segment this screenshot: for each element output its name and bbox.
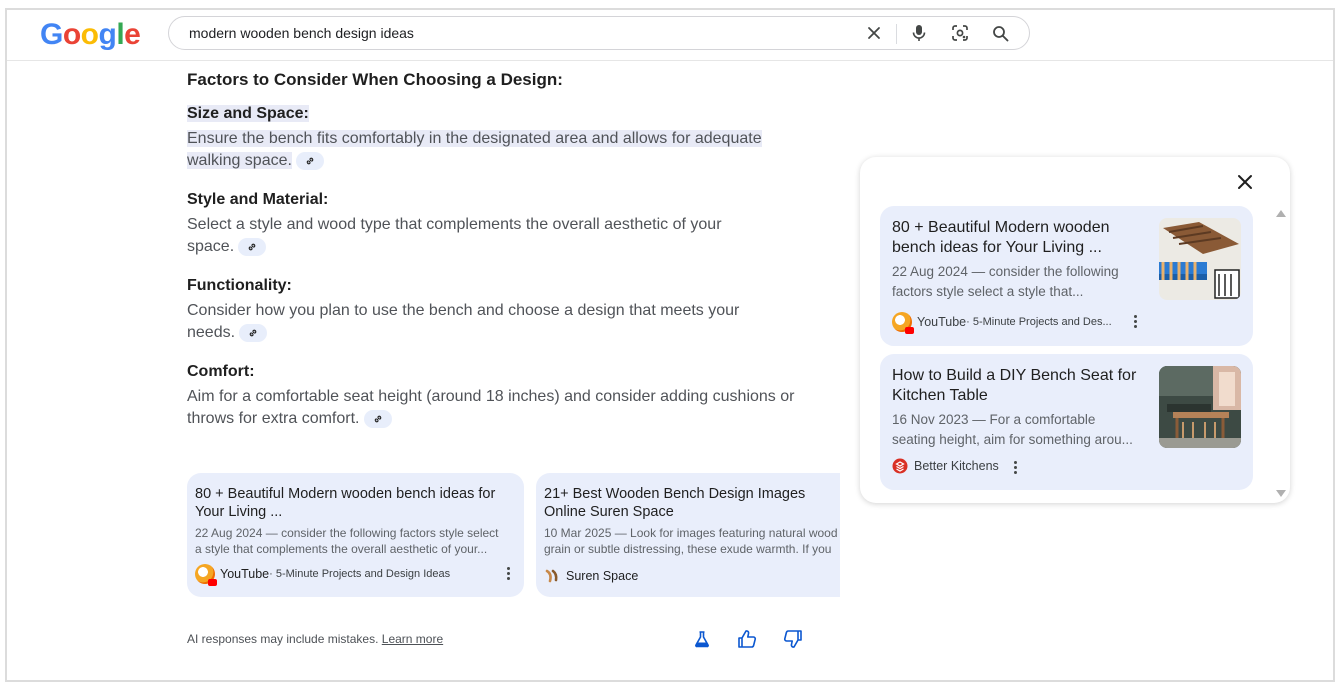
logo-letter: o: [80, 18, 99, 51]
section-style-material: [187, 191, 762, 258]
link-icon[interactable]: [364, 410, 392, 428]
section-title: Size and Space:: [187, 105, 309, 122]
logo-letter: G: [40, 18, 63, 51]
more-options-icon[interactable]: [1006, 458, 1024, 476]
source-channel: · 5-Minute Projects and Design Ideas: [269, 568, 451, 580]
section-size-space: [187, 105, 797, 172]
link-icon[interactable]: [239, 324, 267, 342]
section-comfort: [187, 363, 827, 430]
google-logo[interactable]: [40, 18, 140, 52]
close-icon[interactable]: [1232, 169, 1258, 195]
card-title: 21+ Best Wooden Bench Design Images Online Suren Space: [544, 486, 806, 520]
card-source: [892, 458, 999, 474]
card-title: 80 + Beautiful Modern wooden bench ideas for Your Living ...: [892, 219, 1110, 256]
thumbs-down-icon[interactable]: [780, 626, 806, 652]
more-options-icon[interactable]: [1126, 312, 1144, 330]
section-title: Style and Material:: [187, 191, 329, 208]
source-name: YouTube: [220, 567, 270, 581]
scroll-up-arrow-icon[interactable]: [1276, 210, 1286, 217]
source-channel: · 5-Minute Projects and Des...: [966, 316, 1112, 328]
snippet-line: grain or subtle distressing, these exude warmth. If you: [544, 542, 832, 556]
better-kitchens-favicon-icon: [892, 458, 908, 474]
card-source: [544, 568, 638, 584]
panel-source-card[interactable]: [880, 206, 1253, 346]
mic-icon[interactable]: [908, 22, 930, 44]
learn-more-link[interactable]: Learn more: [381, 632, 444, 646]
source-card[interactable]: [536, 473, 840, 597]
snippet-line: 22 Aug 2024 — consider the following: [892, 264, 1119, 279]
sources-panel: [860, 157, 1290, 503]
lens-icon[interactable]: [949, 22, 971, 44]
search-input[interactable]: [189, 17, 849, 49]
suren-space-favicon-icon: [544, 568, 560, 584]
snippet-line: factors style select a style that...: [892, 284, 1084, 299]
overview-heading: Factors to Consider When Choosing a Design:: [187, 70, 563, 89]
ai-overview: [187, 70, 827, 427]
section-body: Select a style and wood type that complements the overall aesthetic of your space.: [187, 216, 722, 255]
snippet-line: 10 Mar 2025 — Look for images featuring natural wood: [544, 526, 838, 540]
disclaimer-text: AI responses may include mistakes.: [187, 632, 379, 646]
source-name: Better Kitchens: [914, 459, 999, 473]
disclaimer: [187, 632, 443, 646]
section-body: Aim for a comfortable seat height (around 18 inches) and consider adding cushions or throws for extra comfort.: [187, 388, 795, 427]
snippet-line: 16 Nov 2023 — For a comfortable: [892, 412, 1096, 427]
source-name: Suren Space: [566, 569, 639, 583]
section-functionality: [187, 277, 777, 344]
card-source: [195, 564, 450, 584]
scroll-down-arrow-icon[interactable]: [1276, 490, 1286, 497]
search-divider: [896, 24, 897, 44]
link-icon[interactable]: [296, 152, 324, 170]
thumbs-up-icon[interactable]: [734, 626, 760, 652]
card-source: [892, 312, 1112, 332]
labs-flask-icon[interactable]: [689, 626, 715, 652]
source-name: YouTube: [917, 315, 967, 329]
logo-letter: g: [98, 18, 117, 51]
logo-letter: o: [62, 18, 81, 51]
snippet-line: a style that complements the overall aesthetic of your...: [195, 542, 488, 556]
logo-letter: l: [116, 18, 125, 51]
search-icon[interactable]: [989, 22, 1011, 44]
snippet-line: seating height, aim for something arou...: [892, 432, 1133, 447]
card-snippet: [892, 262, 1150, 302]
section-title: Comfort:: [187, 363, 255, 380]
panel-source-card[interactable]: [880, 354, 1253, 490]
card-snippet: [892, 410, 1150, 450]
youtube-favicon-icon: [195, 564, 215, 584]
more-options-icon[interactable]: [499, 564, 517, 582]
search-header: [7, 10, 1333, 61]
kitchen-thumbnail-image[interactable]: [1159, 366, 1241, 448]
logo-letter: e: [124, 18, 141, 51]
close-icon[interactable]: [863, 22, 885, 44]
browser-frame: [5, 8, 1335, 682]
card-snippet: [195, 525, 499, 557]
bench-thumbnail-image[interactable]: [1159, 218, 1241, 300]
link-icon[interactable]: [238, 238, 266, 256]
youtube-favicon-icon: [892, 312, 912, 332]
snippet-line: 22 Aug 2024 — consider the following factors style select: [195, 526, 499, 540]
card-title: 80 + Beautiful Modern wooden bench ideas for Your Living ...: [195, 486, 496, 520]
card-snippet: [544, 525, 838, 557]
section-body: Consider how you plan to use the bench and choose a design that meets your needs.: [187, 302, 740, 341]
source-card[interactable]: [187, 473, 524, 597]
section-body: Ensure the bench fits comfortably in the designated area and allows for adequate walking space.: [187, 130, 762, 169]
section-title: Functionality:: [187, 277, 292, 294]
card-title: How to Build a DIY Bench Seat for Kitchen Table: [892, 367, 1137, 404]
search-box: [168, 16, 1030, 50]
